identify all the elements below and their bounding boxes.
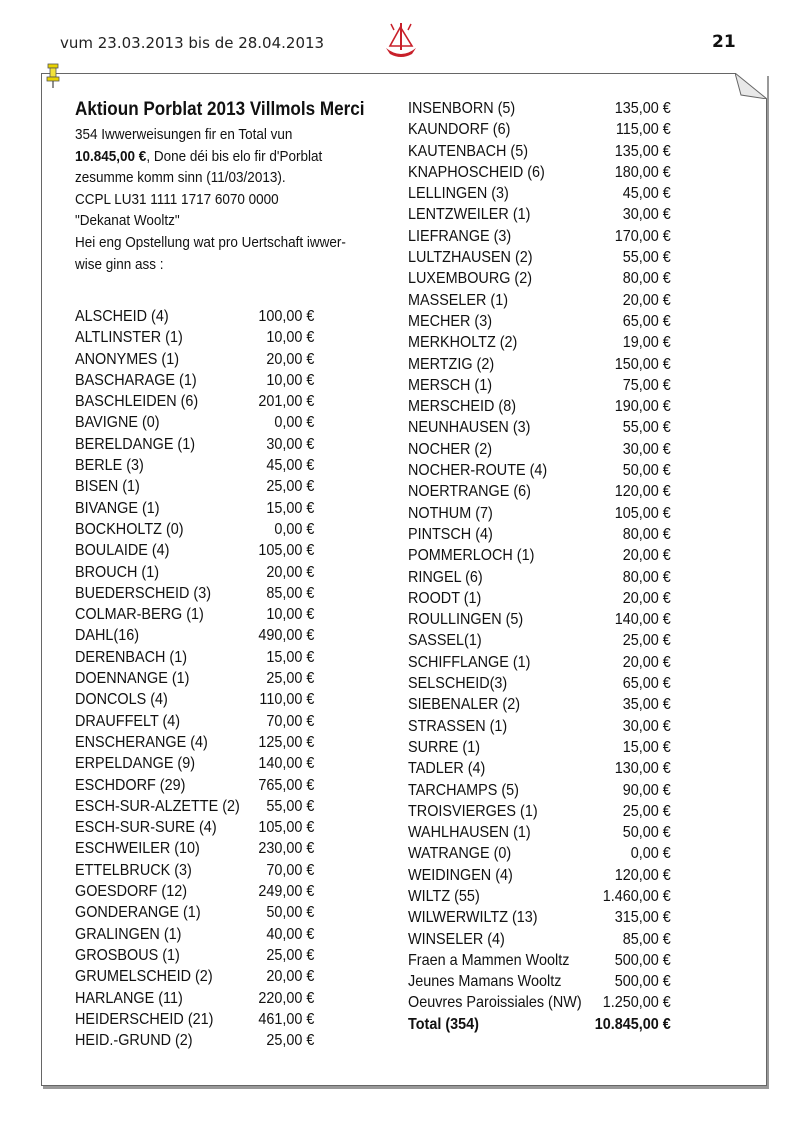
- locality-name: ESCHDORF (29): [75, 776, 186, 794]
- header-dates: vum 23.03.2013 bis de 28.04.2013: [60, 34, 325, 52]
- donation-amount: 80,00 €: [622, 568, 671, 586]
- list-item: [75, 817, 314, 838]
- locality-name: LELLINGEN (3): [408, 185, 509, 203]
- list-item: [408, 119, 671, 140]
- locality-name: WATRANGE (0): [408, 845, 512, 863]
- locality-name: LENTZWEILER (1): [408, 206, 531, 224]
- donation-amount: 230,00 €: [258, 840, 315, 858]
- list-item: [408, 354, 671, 375]
- list-item: [408, 290, 671, 311]
- donation-amount: 80,00 €: [622, 270, 671, 288]
- total-row: [408, 1014, 671, 1035]
- donation-amount: 115,00 €: [615, 121, 671, 139]
- donation-amount: 70,00 €: [266, 861, 315, 879]
- locality-name: BISEN (1): [75, 478, 140, 496]
- article-title: Aktioun Porblat 2013 Villmols Merci: [75, 99, 365, 120]
- list-item: [75, 519, 314, 540]
- locality-name: GRUMELSCHEID (2): [75, 968, 213, 986]
- locality-name: NOERTRANGE (6): [408, 483, 531, 501]
- list-item: [408, 183, 671, 204]
- locality-name: DOENNANGE (1): [75, 670, 190, 688]
- list-item: [75, 306, 314, 327]
- list-item: [75, 860, 314, 881]
- locality-name: NOTHUM (7): [408, 504, 493, 522]
- locality-name: RINGEL (6): [408, 568, 483, 586]
- list-item: [75, 1009, 314, 1030]
- locality-name: MERKHOLTZ (2): [408, 334, 518, 352]
- list-item: [408, 843, 671, 864]
- list-item: [75, 668, 314, 689]
- donation-amount: 315,00 €: [614, 909, 671, 927]
- donation-amount: 201,00 €: [258, 393, 315, 411]
- intro-line-2: [75, 146, 395, 168]
- donation-amount: 30,00 €: [266, 435, 315, 453]
- donation-amount: 105,00 €: [614, 504, 671, 522]
- donation-amount: 15,00 €: [266, 499, 315, 517]
- locality-name: BOULAIDE (4): [75, 542, 170, 560]
- list-item: [75, 711, 314, 732]
- donations-list-left: [75, 306, 314, 1051]
- list-item: [408, 524, 671, 545]
- list-item: [75, 604, 314, 625]
- list-item: [408, 907, 671, 928]
- list-item: [408, 694, 671, 715]
- list-item: [75, 1030, 314, 1051]
- locality-name: TADLER (4): [408, 760, 486, 778]
- donation-amount: 249,00 €: [258, 883, 315, 901]
- donation-amount: 55,00 €: [266, 797, 315, 815]
- locality-name: ETTELBRUCK (3): [75, 861, 192, 879]
- locality-name: NOCHER-ROUTE (4): [408, 462, 548, 480]
- list-item: [75, 498, 314, 519]
- list-item: [408, 609, 671, 630]
- donation-amount: 40,00 €: [266, 925, 315, 943]
- locality-name: NEUNHAUSEN (3): [408, 419, 531, 437]
- donation-amount: 1.250,00 €: [602, 994, 671, 1012]
- list-item: [408, 971, 671, 992]
- locality-name: MERSCH (1): [408, 376, 493, 394]
- donation-amount: 85,00 €: [622, 930, 671, 948]
- list-item: [408, 375, 671, 396]
- list-item: [75, 540, 314, 561]
- locality-name: SASSEL(1): [408, 632, 482, 650]
- donation-amount: 765,00 €: [258, 776, 315, 794]
- donation-amount: 170,00 €: [614, 227, 671, 245]
- donation-amount: 135,00 €: [614, 100, 671, 117]
- list-item: [408, 929, 671, 950]
- donation-amount: 30,00 €: [622, 717, 671, 735]
- donation-amount: 120,00 €: [614, 866, 671, 884]
- account-number: CCPL LU31 1111 1717 6070 0000: [75, 190, 279, 208]
- list-item: [408, 268, 671, 289]
- locality-name: SELSCHEID(3): [408, 675, 508, 693]
- list-item: [408, 673, 671, 694]
- list-item: [75, 902, 314, 923]
- list-item: [408, 162, 671, 183]
- locality-name: ENSCHERANGE (4): [75, 733, 208, 751]
- locality-name: DAHL(16): [75, 627, 140, 645]
- donation-amount: 135,00 €: [614, 142, 671, 160]
- list-item: [408, 588, 671, 609]
- donation-amount: 45,00 €: [266, 457, 315, 475]
- list-item: [408, 801, 671, 822]
- list-item: [75, 455, 314, 476]
- locality-name: LIEFRANGE (3): [408, 227, 512, 245]
- donation-amount: 220,00 €: [258, 989, 315, 1007]
- locality-name: ANONYMES (1): [75, 350, 180, 368]
- list-item: [75, 838, 314, 859]
- locality-name: STRASSEN (1): [408, 717, 508, 735]
- donation-amount: 45,00 €: [622, 185, 671, 203]
- list-item: [408, 545, 671, 566]
- list-item: [408, 439, 671, 460]
- page-fold-icon: [735, 73, 767, 99]
- account-name: "Dekanat Wooltz": [75, 212, 180, 230]
- locality-name: HARLANGE (11): [75, 989, 183, 1007]
- list-item: [408, 822, 671, 843]
- donation-amount: 15,00 €: [266, 648, 315, 666]
- donation-amount: 105,00 €: [258, 819, 315, 837]
- locality-name: SIEBENALER (2): [408, 696, 521, 714]
- locality-name: DONCOLS (4): [75, 691, 168, 709]
- list-item: [408, 332, 671, 353]
- donation-amount: 20,00 €: [266, 563, 315, 581]
- list-item: [75, 753, 314, 774]
- donation-amount: 65,00 €: [622, 675, 671, 693]
- list-item: [408, 758, 671, 779]
- locality-name: BAVIGNE (0): [75, 414, 160, 432]
- total-amount-inline: 10.845,00 €: [75, 147, 147, 165]
- donation-amount: 20,00 €: [622, 547, 671, 565]
- parish-logo-icon: [382, 20, 420, 60]
- list-item: [408, 141, 671, 162]
- locality-name: WILTZ (55): [408, 887, 480, 905]
- donation-amount: 50,00 €: [622, 462, 671, 480]
- locality-name: BERELDANGE (1): [75, 435, 196, 453]
- list-item: [75, 689, 314, 710]
- list-item: [408, 950, 671, 971]
- list-item: [408, 630, 671, 651]
- donation-amount: 20,00 €: [266, 350, 315, 368]
- list-item: [408, 503, 671, 524]
- donation-amount: 65,00 €: [622, 312, 671, 330]
- donation-amount: 140,00 €: [258, 755, 315, 773]
- list-item: [408, 780, 671, 801]
- list-item: [75, 327, 314, 348]
- locality-name: Fraen a Mammen Wooltz: [408, 951, 570, 969]
- list-item: [408, 992, 671, 1013]
- donations-list-right: [408, 98, 671, 1035]
- locality-name: GRALINGEN (1): [75, 925, 182, 943]
- list-item: [408, 652, 671, 673]
- donation-amount: 25,00 €: [622, 632, 671, 650]
- donation-amount: 100,00 €: [258, 308, 315, 325]
- locality-name: WILWERWILTZ (13): [408, 909, 538, 927]
- locality-name: MECHER (3): [408, 312, 493, 330]
- locality-name: BERLE (3): [75, 457, 144, 475]
- locality-name: NOCHER (2): [408, 440, 493, 458]
- donation-amount: 500,00 €: [614, 951, 671, 969]
- locality-name: HEIDERSCHEID (21): [75, 1010, 214, 1028]
- list-item: [75, 625, 314, 646]
- list-item: [408, 481, 671, 502]
- locality-name: ERPELDANGE (9): [75, 755, 196, 773]
- donation-amount: 130,00 €: [614, 760, 671, 778]
- donation-amount: 1.460,00 €: [602, 887, 671, 905]
- locality-name: INSENBORN (5): [408, 100, 516, 117]
- donation-amount: 20,00 €: [622, 589, 671, 607]
- intro-line-3: zesumme komm sinn (11/03/2013).: [75, 169, 286, 187]
- list-item: [75, 775, 314, 796]
- donation-amount: 125,00 €: [258, 733, 315, 751]
- donation-amount: 490,00 €: [258, 627, 315, 645]
- total-amount: 10.845,00 €: [594, 1015, 671, 1033]
- list-item: [75, 796, 314, 817]
- list-item: [75, 562, 314, 583]
- donation-amount: 10,00 €: [266, 371, 315, 389]
- donation-amount: 105,00 €: [258, 542, 315, 560]
- locality-name: GOESDORF (12): [75, 883, 188, 901]
- list-item: [75, 476, 314, 497]
- list-item: [75, 732, 314, 753]
- locality-name: LUXEMBOURG (2): [408, 270, 533, 288]
- locality-name: Oeuvres Paroissiales (NW): [408, 994, 582, 1012]
- list-item: [408, 460, 671, 481]
- donation-amount: 10,00 €: [266, 329, 315, 347]
- locality-name: ESCH-SUR-ALZETTE (2): [75, 797, 240, 815]
- locality-name: KAUTENBACH (5): [408, 142, 529, 160]
- donation-amount: 180,00 €: [614, 163, 671, 181]
- locality-name: PINTSCH (4): [408, 525, 493, 543]
- page-number: 21: [712, 32, 736, 52]
- list-item: [408, 716, 671, 737]
- donation-amount: 35,00 €: [622, 696, 671, 714]
- list-item: [75, 924, 314, 945]
- list-item: [408, 226, 671, 247]
- total-label: Total (354): [408, 1015, 479, 1033]
- locality-name: ALSCHEID (4): [75, 308, 169, 325]
- donation-amount: 150,00 €: [614, 355, 671, 373]
- donation-amount: 140,00 €: [614, 611, 671, 629]
- list-item: [75, 988, 314, 1009]
- donation-amount: 20,00 €: [622, 291, 671, 309]
- list-item: [75, 945, 314, 966]
- locality-name: BASCHARAGE (1): [75, 371, 197, 389]
- donation-amount: 25,00 €: [266, 946, 315, 964]
- list-item: [408, 417, 671, 438]
- locality-name: HEID.-GRUND (2): [75, 1032, 193, 1050]
- locality-name: BROUCH (1): [75, 563, 160, 581]
- locality-name: LULTZHAUSEN (2): [408, 249, 533, 267]
- locality-name: KNAPHOSCHEID (6): [408, 163, 545, 181]
- donation-amount: 55,00 €: [622, 419, 671, 437]
- list-item: [75, 966, 314, 987]
- list-item: [408, 737, 671, 758]
- list-intro-1: Hei eng Opstellung wat pro Uertschaft iwwer-: [75, 233, 346, 251]
- pushpin-icon: [45, 63, 61, 89]
- donation-amount: 15,00 €: [622, 738, 671, 756]
- donation-amount: 30,00 €: [622, 206, 671, 224]
- donation-amount: 50,00 €: [266, 904, 315, 922]
- donation-amount: 0,00 €: [274, 520, 315, 538]
- donation-amount: 190,00 €: [614, 398, 671, 416]
- locality-name: ROODT (1): [408, 589, 482, 607]
- donation-amount: 461,00 €: [258, 1010, 315, 1028]
- list-item: [75, 370, 314, 391]
- locality-name: MASSELER (1): [408, 291, 509, 309]
- donation-amount: 20,00 €: [622, 653, 671, 671]
- locality-name: SCHIFFLANGE (1): [408, 653, 531, 671]
- locality-name: MERTZIG (2): [408, 355, 495, 373]
- locality-name: WINSELER (4): [408, 930, 505, 948]
- list-item: [75, 391, 314, 412]
- donation-amount: 85,00 €: [266, 584, 315, 602]
- locality-name: TARCHAMPS (5): [408, 781, 519, 799]
- list-item: [408, 567, 671, 588]
- donation-amount: 70,00 €: [266, 712, 315, 730]
- donation-amount: 19,00 €: [622, 334, 671, 352]
- article-intro: [75, 98, 395, 275]
- locality-name: COLMAR-BERG (1): [75, 606, 204, 624]
- donation-amount: 50,00 €: [622, 824, 671, 842]
- donation-amount: 120,00 €: [614, 483, 671, 501]
- list-item: [408, 98, 671, 119]
- list-item: [408, 886, 671, 907]
- donation-amount: 500,00 €: [614, 973, 671, 991]
- locality-name: MERSCHEID (8): [408, 398, 517, 416]
- locality-name: ROULLINGEN (5): [408, 611, 524, 629]
- donation-amount: 0,00 €: [274, 414, 315, 432]
- locality-name: TROISVIERGES (1): [408, 802, 538, 820]
- list-intro-2: wise ginn ass :: [75, 255, 164, 273]
- locality-name: POMMERLOCH (1): [408, 547, 535, 565]
- donation-amount: 80,00 €: [622, 525, 671, 543]
- locality-name: DERENBACH (1): [75, 648, 188, 666]
- list-item: [408, 247, 671, 268]
- donation-amount: 90,00 €: [622, 781, 671, 799]
- locality-name: Jeunes Mamans Wooltz: [408, 973, 562, 991]
- list-item: [75, 583, 314, 604]
- locality-name: KAUNDORF (6): [408, 121, 511, 139]
- list-item: [75, 349, 314, 370]
- list-item: [408, 865, 671, 886]
- locality-name: BOCKHOLTZ (0): [75, 520, 184, 538]
- donation-amount: 110,00 €: [259, 691, 315, 709]
- donation-amount: 55,00 €: [622, 249, 671, 267]
- locality-name: ESCH-SUR-SURE (4): [75, 819, 217, 837]
- intro-line-1: 354 Iwwerweisungen fir en Total vun: [75, 126, 293, 143]
- locality-name: WEIDINGEN (4): [408, 866, 513, 884]
- donation-amount: 25,00 €: [266, 670, 315, 688]
- list-item: [408, 311, 671, 332]
- locality-name: DRAUFFELT (4): [75, 712, 181, 730]
- list-item: [75, 434, 314, 455]
- locality-name: GONDERANGE (1): [75, 904, 201, 922]
- donation-amount: 10,00 €: [266, 606, 315, 624]
- donation-amount: 75,00 €: [622, 376, 671, 394]
- locality-name: SURRE (1): [408, 738, 481, 756]
- donation-amount: 25,00 €: [266, 478, 315, 496]
- locality-name: BASCHLEIDEN (6): [75, 393, 199, 411]
- locality-name: ALTLINSTER (1): [75, 329, 183, 347]
- list-item: [408, 396, 671, 417]
- locality-name: GROSBOUS (1): [75, 946, 180, 964]
- donation-amount: 25,00 €: [266, 1032, 315, 1050]
- intro-line-2-rest: , Done déi bis elo fir d'Porblat: [146, 147, 323, 165]
- locality-name: WAHLHAUSEN (1): [408, 824, 531, 842]
- list-item: [408, 204, 671, 225]
- list-item: [75, 412, 314, 433]
- donation-amount: 25,00 €: [622, 802, 671, 820]
- list-item: [75, 881, 314, 902]
- donation-amount: 0,00 €: [630, 845, 671, 863]
- locality-name: BIVANGE (1): [75, 499, 160, 517]
- donation-amount: 30,00 €: [622, 440, 671, 458]
- locality-name: ESCHWEILER (10): [75, 840, 200, 858]
- locality-name: BUEDERSCHEID (3): [75, 584, 212, 602]
- list-item: [75, 647, 314, 668]
- donation-amount: 20,00 €: [266, 968, 315, 986]
